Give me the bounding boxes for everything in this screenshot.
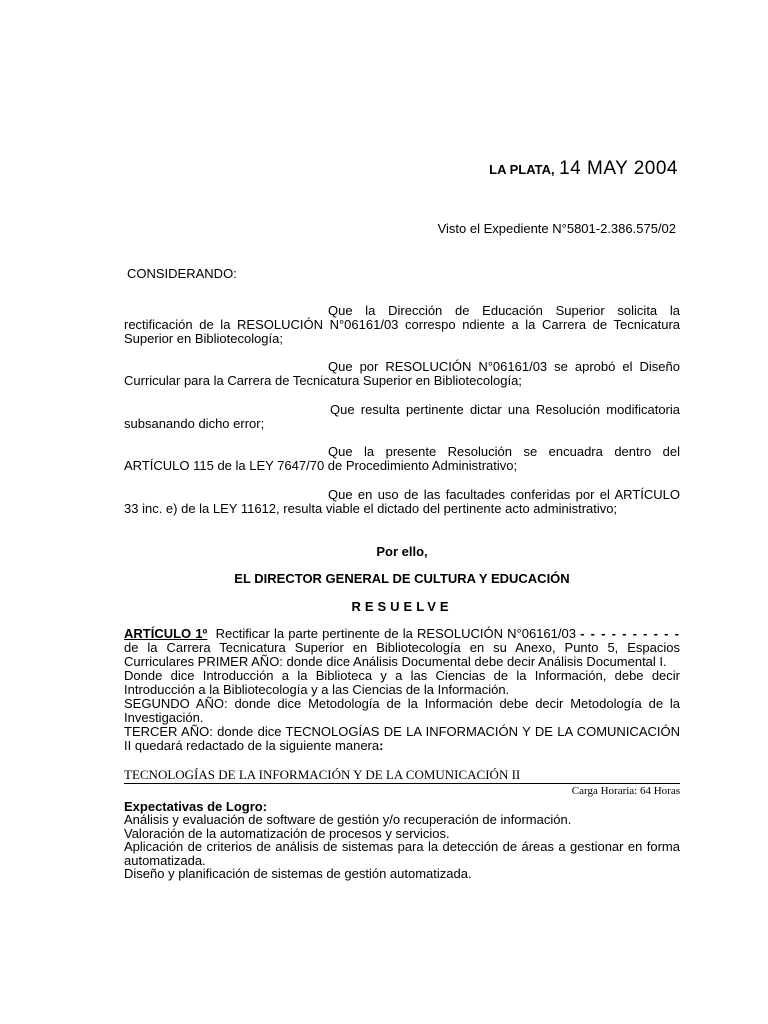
divider-line: [124, 783, 680, 784]
considerando-paragraph-5: [124, 488, 680, 516]
articulo-text: Donde dice Introducción a la Biblioteca y a las Ciencias de la Información, debe decir Introducción a la Bibliotecología y a las Ciencias de la Información.: [124, 668, 680, 697]
considerando-paragraph-3: [124, 403, 680, 431]
paragraph-text: Que por RESOLUCIÓN N°06161/03 se aprobó el: [328, 359, 633, 374]
list-item: Valoración de la automatización de procesos y servicios.: [124, 825, 450, 841]
considerando-paragraph-4: [124, 445, 680, 473]
expectativas-list: [124, 813, 680, 881]
list-item: Análisis y evaluación de software de gestión y/o recuperación de información.: [124, 812, 572, 827]
articulo-label: ARTÍCULO 1º: [124, 626, 208, 641]
paragraph-text: rectificación de la RESOLUCIÓN N°06161/03 correspo ndiente a la Carrera de Tecnicatura Superior en Bibliotecología;: [124, 317, 680, 346]
articulo-colon: :: [379, 738, 384, 753]
carga-horaria: Carga Horaria: 64 Horas: [571, 785, 680, 797]
paragraph-text: ARTÍCULO 115 de la LEY 7647/70 de Procedimiento Administrativo;: [124, 458, 518, 473]
articulo-text: [124, 725, 680, 753]
date-line: [489, 158, 678, 180]
considerando-heading: CONSIDERANDO:: [127, 266, 237, 281]
director-heading: EL DIRECTOR GENERAL DE CULTURA Y EDUCACIÓN: [234, 571, 570, 586]
paragraph-text: Que la presente Resolución se encuadra dentro del: [328, 444, 680, 459]
articulo-text: SEGUNDO AÑO: donde dice Metodología de la Información debe decir Metodología de la Investigación.: [124, 696, 680, 725]
expectativas-heading: Expectativas de Logro:: [124, 799, 268, 814]
articulo-text: de la Carrera Tecnicatura Superior en Bibliotecología en su Anexo, Punto 5, Espacios Curriculares PRIMER AÑO: donde dice Análisis Documental debe decir Análisis Documental I.: [124, 640, 680, 669]
paragraph-text: Que resulta pertinente dictar una Resolución: [330, 402, 601, 417]
subject-title: TECNOLOGÍAS DE LA INFORMACIÓN Y DE LA COMUNICACIÓN II: [124, 767, 521, 782]
considerando-paragraph-2: [124, 360, 680, 388]
por-ello-line: Por ello,: [376, 544, 428, 559]
considerando-paragraph-1: [124, 304, 680, 346]
articulo-text: Rectificar la parte pertinente de la RESOLUCIÓN N°06161/03: [215, 626, 576, 641]
list-item: Aplicación de criterios de análisis de sistemas para la detección de áreas a gestionar en forma automatizada.: [124, 839, 680, 868]
articulo-1: [124, 627, 680, 753]
paragraph-text: modificatoria subsanando dicho error;: [124, 402, 680, 431]
city-label: LA PLATA,: [489, 162, 555, 177]
articulo-dashes: - - - - - - - - - -: [580, 626, 680, 641]
articulo-line-5: TERCER AÑO: donde dice TECNOLOGÍAS DE LA INFORMACIÓN Y DE LA COMUNICACIÓN II quedará redactado de la siguiente manera: [124, 724, 680, 753]
resuelve-heading: RESUELVE: [351, 599, 453, 614]
document-date: 14 MAY 2004: [559, 158, 678, 179]
expediente-reference: Visto el Expediente N°5801-2.386.575/02: [437, 221, 676, 236]
paragraph-text: Que la Dirección de Educación Superior solicita la: [328, 303, 680, 318]
paragraph-text: ARTÍCULO 33 inc. e) de la LEY 11612, resulta viable el dictado del pertinente acto administrativo;: [124, 487, 680, 516]
list-item: Diseño y planificación de sistemas de gestión automatizada.: [124, 866, 472, 881]
paragraph-text: Que en uso de las facultades conferidas por el: [328, 487, 610, 502]
paragraph-text: Diseño Curricular para la Carrera de Tecnicatura Superior en Bibliotecología;: [124, 359, 680, 388]
